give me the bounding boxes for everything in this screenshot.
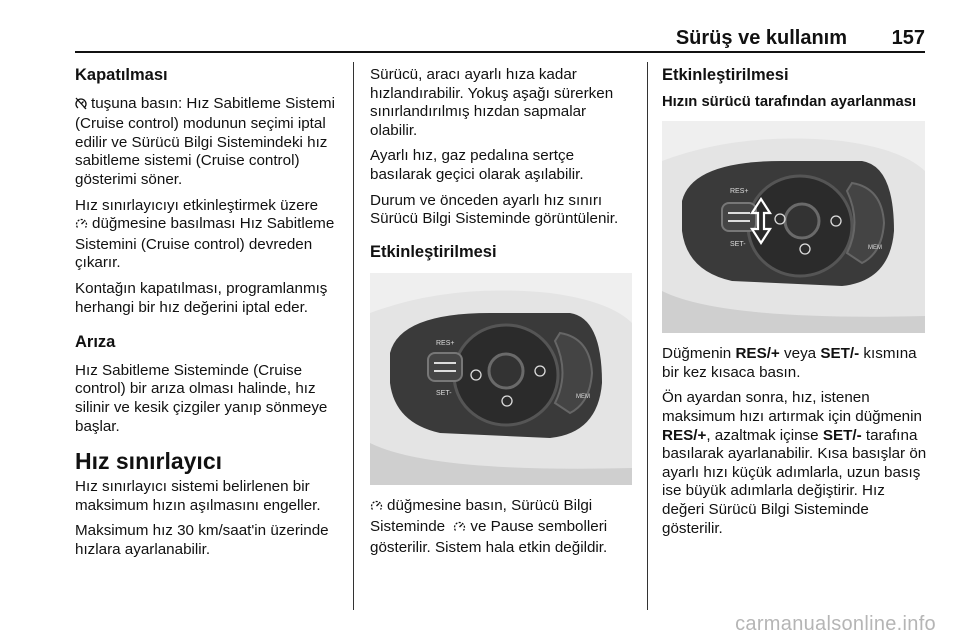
paragraph-text: , azaltmak içinse bbox=[706, 426, 819, 444]
page-header bbox=[75, 27, 925, 51]
paragraph-text: tuşuna basın: Hız Sabitleme Sistemi (Cruise control) modunun seçimi iptal edilir ve Sürücü Bilgi Sistemindeki hız sabitleme sistemi (Cruise control) gösterimi söner. bbox=[75, 94, 335, 188]
column-3 bbox=[662, 66, 928, 545]
speed-limiter-icon bbox=[370, 499, 383, 518]
cruise-off-icon bbox=[75, 97, 87, 116]
paragraph-text: Ön ayardan sonra, hız, istenen maksimum hızı artırmak için düğmenin bbox=[662, 389, 922, 425]
res-plus-label: RES+ bbox=[436, 340, 455, 348]
column-divider bbox=[647, 62, 648, 610]
res-plus-label: RES/+ bbox=[662, 426, 707, 444]
paragraph: Hız Sabitleme Sisteminde (Cruise control) bir arıza olması halinde, hız silinir ve kesik çizgiler yanıp sönmeye başlar. bbox=[75, 361, 328, 435]
paragraph-text: düğmesine basılması Hız Sabitleme Sistemini (Cruise control) devreden çıkarır. bbox=[75, 215, 335, 272]
paragraph bbox=[75, 197, 347, 273]
caption-text: ve Pause sembolleri gösterilir. Sistem hala etkin değildir. bbox=[370, 517, 608, 556]
column-1 bbox=[75, 66, 347, 566]
paragraph-text: Düğmenin bbox=[662, 345, 732, 363]
paragraph-text: kısmına bir kez kısaca basın. bbox=[662, 345, 917, 381]
paragraph: Durum ve önceden ayarlı hız sınırı Sürücü Bilgi Sisteminde görüntülenir. bbox=[370, 191, 619, 228]
paragraph: Kontağın kapatılması, programlanmış herhangi bir hız değerini iptal eder. bbox=[75, 279, 328, 316]
res-plus-label: RES+ bbox=[730, 188, 749, 196]
steering-wheel-set-res-image bbox=[662, 121, 925, 333]
paragraph-text: veya bbox=[784, 345, 817, 363]
paragraph bbox=[75, 95, 347, 190]
paragraph-text: Hız sınırlayıcıyı etkinleştirmek üzere bbox=[75, 196, 319, 214]
paragraph: Hız sınırlayıcı sistemi belirlenen bir maksimum hızın aşılmasını engeller. bbox=[75, 478, 321, 514]
column-2 bbox=[370, 66, 636, 564]
set-minus-label: SET- bbox=[436, 390, 452, 398]
speed-limiter-icon bbox=[453, 520, 466, 539]
set-minus-label: SET- bbox=[730, 241, 746, 249]
heading-hiz-sinirlayici: Hız sınırlayıcı bbox=[75, 448, 223, 475]
paragraph: Maksimum hız 30 km/saat'in üzerinde hızlara ayarlanabilir. bbox=[75, 522, 329, 558]
speed-limiter-icon bbox=[75, 217, 88, 236]
set-minus-label: SET/- bbox=[820, 345, 860, 363]
section-title: Sürüş ve kullanım bbox=[675, 27, 847, 49]
header-rule bbox=[75, 51, 925, 53]
heading-etkinlestirilmesi: Etkinleştirilmesi bbox=[662, 66, 789, 84]
steering-wheel-controls-image bbox=[370, 273, 632, 485]
heading-kapatilmasi: Kapatılması bbox=[75, 66, 168, 84]
paragraph: Ayarlı hız, gaz pedalına sertçe basılarak geçici olarak aşılabilir. bbox=[370, 147, 584, 183]
set-minus-label: SET/- bbox=[822, 426, 862, 444]
heading-ariza: Arıza bbox=[75, 333, 116, 352]
watermark: carmanualsonline.info bbox=[735, 613, 936, 635]
mem-label: MEM bbox=[576, 394, 590, 401]
paragraph bbox=[662, 345, 928, 382]
page-number: 157 bbox=[891, 27, 925, 49]
paragraph bbox=[662, 389, 928, 538]
paragraph: Sürücü, aracı ayarlı hıza kadar hızlandırabilir. Yokuş aşağı sürerken sınırlandırılmış hızdan sapmalar olabilir. bbox=[370, 66, 614, 139]
paragraph-text: tarafına basılarak ayarlanabilir. Kısa basışlar ön ayarlı hızı küçük adımlarla, uzun basış ise büyük adımlarla değiştirir. Hız değeri Sürücü Bilgi Sisteminde gösterilir. bbox=[662, 426, 927, 537]
paragraph bbox=[370, 497, 636, 557]
mem-label: MEM bbox=[868, 245, 882, 252]
caption-text: düğmesine basın, Sürücü Bilgi Sisteminde bbox=[370, 497, 593, 535]
column-divider bbox=[353, 62, 354, 610]
heading-etkinlestirilmesi: Etkinleştirilmesi bbox=[370, 242, 497, 261]
res-plus-label: RES/+ bbox=[735, 345, 780, 363]
heading-driver-setting: Hızın sürücü tarafından ayarlanması bbox=[662, 93, 917, 110]
